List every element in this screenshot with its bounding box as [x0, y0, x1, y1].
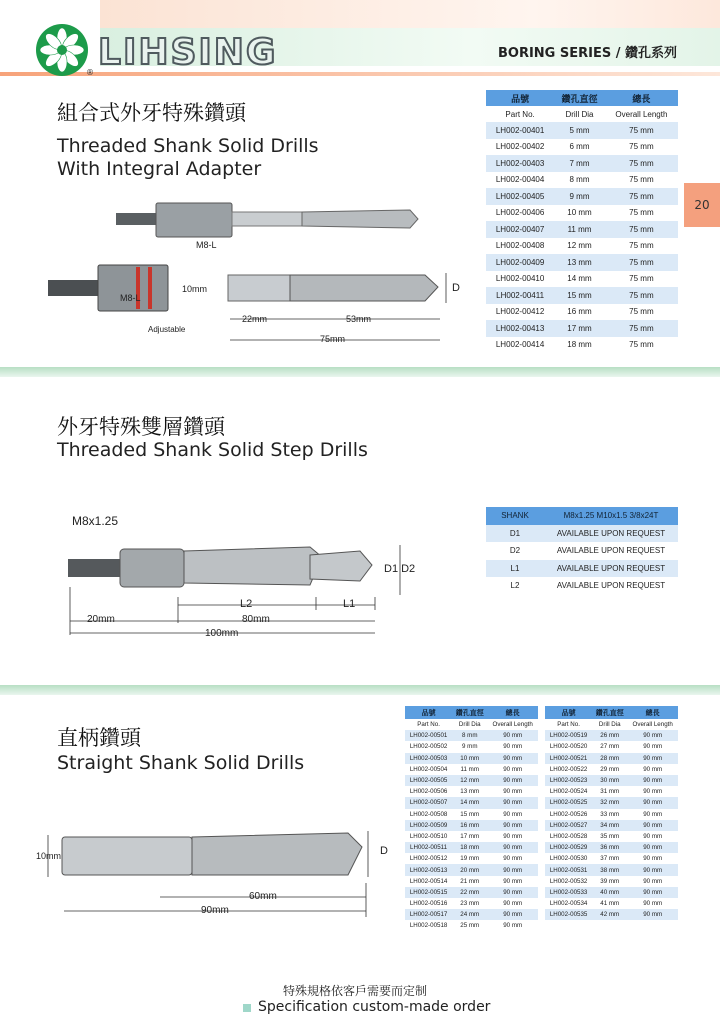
- table-row: [486, 172, 678, 189]
- page-header: [0, 0, 720, 86]
- drill-dia-cell: 23 mm: [452, 898, 487, 909]
- drill-dia-cell: 37 mm: [592, 853, 627, 864]
- part-number-cell: LH002-00526: [545, 809, 592, 820]
- table-row: [545, 876, 678, 887]
- straight-flute: [192, 833, 362, 875]
- section2-drill-drawing: [60, 525, 420, 650]
- drill-dia-cell: 16 mm: [452, 820, 487, 831]
- drill-dia-cell: 8 mm: [452, 730, 487, 741]
- table-row: [545, 909, 678, 920]
- thread-shank: [68, 559, 122, 577]
- col-part-cn: 品號: [486, 90, 554, 106]
- drill-dia-cell: 26 mm: [592, 730, 627, 741]
- adapter-lower: [98, 265, 168, 311]
- table-row: [405, 820, 538, 831]
- part-number-cell: LH002-00529: [545, 842, 592, 853]
- part-number-cell: LH002-00407: [486, 221, 554, 238]
- series-title: BORING SERIES / 鑽孔系列: [498, 46, 678, 61]
- drill-dia-cell: 5 mm: [554, 122, 605, 139]
- overall-length-cell: 90 mm: [627, 809, 678, 820]
- part-number-cell: LH002-00524: [545, 786, 592, 797]
- overall-length-cell: 75 mm: [605, 139, 678, 156]
- table-row: [545, 809, 678, 820]
- drill-dia-cell: 20 mm: [452, 864, 487, 875]
- table-row: [486, 122, 678, 139]
- table-row: [545, 753, 678, 764]
- overall-length-cell: 75 mm: [605, 238, 678, 255]
- thread-shank-upper: [116, 213, 156, 225]
- part-number-cell: LH002-00405: [486, 188, 554, 205]
- part-number-cell: LH002-00511: [405, 842, 452, 853]
- table-row: [486, 337, 678, 354]
- drill-dia-cell: 6 mm: [554, 139, 605, 156]
- dim-22mm: 22mm: [242, 314, 268, 324]
- overall-length-cell: 90 mm: [627, 786, 678, 797]
- part-number-cell: LH002-00513: [405, 864, 452, 875]
- column-header-en: Drill Dia: [452, 719, 487, 730]
- drill-dia-cell: 42 mm: [592, 909, 627, 920]
- spec-value: AVAILABLE UPON REQUEST: [544, 525, 678, 543]
- drill-dia-cell: 33 mm: [592, 809, 627, 820]
- dim-53mm: 53mm: [346, 314, 372, 324]
- drill-dia-cell: 7 mm: [554, 155, 605, 172]
- drill-dia-cell: 35 mm: [592, 831, 627, 842]
- spec-value: AVAILABLE UPON REQUEST: [544, 560, 678, 578]
- drill-dia-cell: 25 mm: [452, 920, 487, 931]
- part-number-cell: LH002-00411: [486, 287, 554, 304]
- thread-shank-lower: [48, 280, 100, 296]
- part-number-cell: LH002-00501: [405, 730, 452, 741]
- table-row: [545, 764, 678, 775]
- overall-length-cell: 75 mm: [605, 304, 678, 321]
- overall-length-cell: 90 mm: [487, 797, 538, 808]
- part-number-cell: LH002-00521: [545, 753, 592, 764]
- m8l-label: M8-L: [120, 293, 141, 303]
- part-number-cell: LH002-00408: [486, 238, 554, 255]
- dim-l2: L2: [240, 598, 253, 610]
- drill-dia-cell: 40 mm: [592, 887, 627, 898]
- col-part-cn: 品號: [405, 706, 452, 719]
- table-row: [486, 139, 678, 156]
- table-row: [405, 853, 538, 864]
- part-number-cell: LH002-00510: [405, 831, 452, 842]
- table-row: [545, 741, 678, 752]
- overall-length-cell: 90 mm: [627, 853, 678, 864]
- drill-dia-cell: 8 mm: [554, 172, 605, 189]
- part-number-cell: LH002-00504: [405, 764, 452, 775]
- overall-length-cell: 75 mm: [605, 172, 678, 189]
- overall-length-cell: 90 mm: [487, 864, 538, 875]
- overall-length-cell: 75 mm: [605, 155, 678, 172]
- table-row: [545, 864, 678, 875]
- overall-length-cell: 90 mm: [487, 920, 538, 931]
- col-length-cn: 總長: [605, 90, 678, 106]
- overall-length-cell: 90 mm: [627, 864, 678, 875]
- overall-length-cell: 90 mm: [487, 887, 538, 898]
- table-row: [545, 786, 678, 797]
- table-row: [545, 831, 678, 842]
- dim-d1-d2: D1 D2: [384, 563, 416, 575]
- red-ring-2: [148, 267, 152, 309]
- drill-dia-cell: 14 mm: [452, 797, 487, 808]
- drill-dia-cell: 24 mm: [452, 909, 487, 920]
- drill-dia-cell: 21 mm: [452, 876, 487, 887]
- spec-value: AVAILABLE UPON REQUEST: [544, 577, 678, 595]
- overall-length-cell: 75 mm: [605, 122, 678, 139]
- col-dia-cn: 鑽孔直徑: [554, 90, 605, 106]
- thread-label: M8x1.25: [72, 514, 119, 528]
- shank-label: SHANK: [486, 507, 544, 525]
- part-number-cell: LH002-00505: [405, 775, 452, 786]
- part-number-cell: LH002-00527: [545, 820, 592, 831]
- part-number-cell: LH002-00413: [486, 320, 554, 337]
- spec-row: [486, 542, 678, 560]
- spec-row: [486, 560, 678, 578]
- overall-length-cell: 75 mm: [605, 188, 678, 205]
- spec-label: L1: [486, 560, 544, 578]
- m8l-label-upper: M8-L: [196, 240, 217, 250]
- overall-length-cell: 90 mm: [487, 876, 538, 887]
- dim-d-straight: D: [380, 845, 388, 857]
- table-row: [486, 188, 678, 205]
- part-number-cell: LH002-00532: [545, 876, 592, 887]
- part-number-cell: LH002-00523: [545, 775, 592, 786]
- shank-upper: [232, 212, 302, 226]
- col-length-cn: 總長: [627, 706, 678, 719]
- drill-dia-cell: 29 mm: [592, 764, 627, 775]
- drill-dia-cell: 22 mm: [452, 887, 487, 898]
- part-number-cell: LH002-00409: [486, 254, 554, 271]
- dim-90mm: 90mm: [201, 905, 229, 916]
- section2-title-en: Threaded Shank Solid Step Drills: [57, 439, 368, 461]
- section-divider-2: [0, 685, 720, 695]
- dim-80mm: 80mm: [242, 614, 270, 625]
- drill-dia-cell: 10 mm: [452, 753, 487, 764]
- overall-length-cell: 90 mm: [487, 764, 538, 775]
- section3-title-cn: 直柄鑽頭: [57, 726, 141, 750]
- col-part-cn: 品號: [545, 706, 592, 719]
- overall-length-cell: 90 mm: [627, 741, 678, 752]
- part-number-cell: LH002-00531: [545, 864, 592, 875]
- table-row: [486, 155, 678, 172]
- drill-dia-cell: 15 mm: [554, 287, 605, 304]
- spec-row: [486, 577, 678, 595]
- shank-values: M8x1.25 M10x1.5 3/8x24T: [544, 507, 678, 525]
- footer-note-cn: 特殊規格依客戶需要而定制: [283, 984, 428, 998]
- table-row: [405, 898, 538, 909]
- column-header-en: Part No.: [405, 719, 452, 730]
- table-row: [545, 853, 678, 864]
- part-number-cell: LH002-00515: [405, 887, 452, 898]
- dim-20mm: 20mm: [87, 614, 115, 625]
- page-number: 20: [694, 198, 710, 212]
- drill-dia-cell: 11 mm: [554, 221, 605, 238]
- section-divider-1: [0, 367, 720, 377]
- column-header-en: Overall Length: [627, 719, 678, 730]
- drill-dia-cell: 10 mm: [554, 205, 605, 222]
- drill-dia-cell: 32 mm: [592, 797, 627, 808]
- drill-dia-cell: 17 mm: [554, 320, 605, 337]
- part-number-cell: LH002-00533: [545, 887, 592, 898]
- table-row: [405, 775, 538, 786]
- spec-label: D2: [486, 542, 544, 560]
- part-number-cell: LH002-00506: [405, 786, 452, 797]
- drill-dia-cell: 18 mm: [452, 842, 487, 853]
- overall-length-cell: 90 mm: [487, 775, 538, 786]
- part-number-cell: LH002-00514: [405, 876, 452, 887]
- overall-length-cell: 90 mm: [487, 898, 538, 909]
- table-row: [405, 887, 538, 898]
- drill-dia-cell: 30 mm: [592, 775, 627, 786]
- drill-dia-cell: 36 mm: [592, 842, 627, 853]
- part-number-cell: LH002-00516: [405, 898, 452, 909]
- spec-row: [486, 525, 678, 543]
- section3-table-left: [405, 706, 538, 932]
- overall-length-cell: 75 mm: [605, 320, 678, 337]
- dim-10mm-straight: 10mm: [36, 851, 62, 861]
- part-number-cell: LH002-00403: [486, 155, 554, 172]
- part-number-cell: LH002-00525: [545, 797, 592, 808]
- part-number-cell: LH002-00509: [405, 820, 452, 831]
- part-number-cell: LH002-00508: [405, 809, 452, 820]
- overall-length-cell: 90 mm: [627, 775, 678, 786]
- drill-dia-cell: 14 mm: [554, 271, 605, 288]
- table-row: [486, 205, 678, 222]
- overall-length-cell: 90 mm: [487, 853, 538, 864]
- overall-length-cell: 90 mm: [487, 730, 538, 741]
- column-header-en: Overall Length: [605, 106, 678, 122]
- section3-table-right: [545, 706, 678, 920]
- drill-dia-cell: 13 mm: [452, 786, 487, 797]
- flute-main: [184, 547, 322, 585]
- part-number-cell: LH002-00520: [545, 741, 592, 752]
- drill-dia-cell: 28 mm: [592, 753, 627, 764]
- spec-header-row: [486, 507, 678, 525]
- drill-dia-cell: 11 mm: [452, 764, 487, 775]
- overall-length-cell: 90 mm: [627, 797, 678, 808]
- col-length-cn: 總長: [487, 706, 538, 719]
- flower-logo-icon: [36, 24, 88, 76]
- drill-dia-cell: 15 mm: [452, 809, 487, 820]
- drill-dia-cell: 39 mm: [592, 876, 627, 887]
- overall-length-cell: 90 mm: [627, 831, 678, 842]
- dim-60mm: 60mm: [249, 891, 277, 902]
- table-row: [545, 820, 678, 831]
- page-number-tab: [684, 183, 720, 227]
- part-number-cell: LH002-00528: [545, 831, 592, 842]
- part-number-cell: LH002-00410: [486, 271, 554, 288]
- adapter-upper: [156, 203, 232, 237]
- part-number-cell: LH002-00414: [486, 337, 554, 354]
- dim-d: D: [452, 282, 460, 294]
- drill-dia-cell: 18 mm: [554, 337, 605, 354]
- drill-dia-cell: 19 mm: [452, 853, 487, 864]
- bullet-square-icon: [243, 1004, 251, 1012]
- brand-logo-text: LIHSING: [98, 32, 278, 73]
- table-row: [545, 842, 678, 853]
- drill-dia-cell: 9 mm: [452, 741, 487, 752]
- table-row: [486, 320, 678, 337]
- part-number-cell: LH002-00519: [545, 730, 592, 741]
- drill-dia-cell: 17 mm: [452, 831, 487, 842]
- part-number-cell: LH002-00406: [486, 205, 554, 222]
- part-number-cell: LH002-00518: [405, 920, 452, 931]
- overall-length-cell: 75 mm: [605, 254, 678, 271]
- section1-title-en-line2: With Integral Adapter: [57, 158, 262, 180]
- shank-lower: [228, 275, 290, 301]
- overall-length-cell: 75 mm: [605, 337, 678, 354]
- step-shank: [120, 549, 184, 587]
- drill-dia-cell: 31 mm: [592, 786, 627, 797]
- dim-75mm: 75mm: [320, 334, 346, 344]
- overall-length-cell: 90 mm: [487, 820, 538, 831]
- flute-upper: [302, 210, 418, 228]
- overall-length-cell: 75 mm: [605, 205, 678, 222]
- overall-length-cell: 90 mm: [487, 831, 538, 842]
- drill-dia-cell: 34 mm: [592, 820, 627, 831]
- col-dia-cn: 鑽孔直徑: [452, 706, 487, 719]
- part-number-cell: LH002-00530: [545, 853, 592, 864]
- drill-dia-cell: 12 mm: [554, 238, 605, 255]
- overall-length-cell: 90 mm: [487, 741, 538, 752]
- table-row: [545, 887, 678, 898]
- part-number-cell: LH002-00512: [405, 853, 452, 864]
- overall-length-cell: 90 mm: [487, 786, 538, 797]
- section2-title-cn: 外牙特殊雙層鑽頭: [57, 415, 225, 439]
- part-number-cell: LH002-00507: [405, 797, 452, 808]
- dim-10mm: 10mm: [182, 284, 208, 294]
- section1-drill-drawing: [40, 195, 480, 350]
- section3-title-en: Straight Shank Solid Drills: [57, 752, 305, 774]
- column-header-en: Part No.: [486, 106, 554, 122]
- table-row: [405, 920, 538, 931]
- overall-length-cell: 75 mm: [605, 271, 678, 288]
- overall-length-cell: 90 mm: [627, 730, 678, 741]
- section1-title-en-line1: Threaded Shank Solid Drills: [57, 135, 319, 157]
- table-row: [405, 909, 538, 920]
- table-row: [486, 221, 678, 238]
- overall-length-cell: 90 mm: [627, 842, 678, 853]
- registered-mark: ®: [86, 68, 94, 77]
- overall-length-cell: 75 mm: [605, 221, 678, 238]
- overall-length-cell: 75 mm: [605, 287, 678, 304]
- part-number-cell: LH002-00401: [486, 122, 554, 139]
- part-number-cell: LH002-00402: [486, 139, 554, 156]
- column-header-en: Overall Length: [487, 719, 538, 730]
- column-header-en: Drill Dia: [554, 106, 605, 122]
- dim-100mm: 100mm: [205, 628, 239, 639]
- table-row: [405, 786, 538, 797]
- table-row: [405, 809, 538, 820]
- straight-shank: [62, 837, 192, 875]
- drill-dia-cell: 41 mm: [592, 898, 627, 909]
- table-row: [405, 864, 538, 875]
- table-row: [486, 287, 678, 304]
- drill-dia-cell: 13 mm: [554, 254, 605, 271]
- part-number-cell: LH002-00517: [405, 909, 452, 920]
- part-number-cell: LH002-00503: [405, 753, 452, 764]
- overall-length-cell: 90 mm: [627, 898, 678, 909]
- spec-label: D1: [486, 525, 544, 543]
- table-row: [405, 797, 538, 808]
- table-row: [486, 271, 678, 288]
- header-band-top: [100, 0, 720, 28]
- overall-length-cell: 90 mm: [627, 820, 678, 831]
- table-row: [545, 730, 678, 741]
- table-row: [405, 730, 538, 741]
- table-row: [545, 775, 678, 786]
- table-row: [405, 842, 538, 853]
- section1-table: [486, 90, 678, 353]
- spec-label: L2: [486, 577, 544, 595]
- table-row: [405, 764, 538, 775]
- overall-length-cell: 90 mm: [487, 909, 538, 920]
- part-number-cell: LH002-00412: [486, 304, 554, 321]
- overall-length-cell: 90 mm: [627, 764, 678, 775]
- adjustable-label: Adjustable: [148, 325, 186, 334]
- table-row: [405, 876, 538, 887]
- col-dia-cn: 鑽孔直徑: [592, 706, 627, 719]
- table-row: [405, 831, 538, 842]
- drill-dia-cell: 12 mm: [452, 775, 487, 786]
- column-header-en: Part No.: [545, 719, 592, 730]
- overall-length-cell: 90 mm: [627, 876, 678, 887]
- overall-length-cell: 90 mm: [487, 809, 538, 820]
- flute-step: [310, 551, 372, 581]
- overall-length-cell: 90 mm: [627, 887, 678, 898]
- table-row: [405, 753, 538, 764]
- footer-note-en: Specification custom-made order: [258, 999, 491, 1015]
- section1-title-cn: 組合式外牙特殊鑽頭: [57, 101, 246, 125]
- table-row: [545, 898, 678, 909]
- table-row: [405, 741, 538, 752]
- table-row: [486, 254, 678, 271]
- part-number-cell: LH002-00502: [405, 741, 452, 752]
- overall-length-cell: 90 mm: [487, 753, 538, 764]
- section2-spec-table: [486, 507, 678, 595]
- overall-length-cell: 90 mm: [487, 842, 538, 853]
- table-row: [545, 797, 678, 808]
- drill-dia-cell: 27 mm: [592, 741, 627, 752]
- drill-dia-cell: 16 mm: [554, 304, 605, 321]
- spec-value: AVAILABLE UPON REQUEST: [544, 542, 678, 560]
- part-number-cell: LH002-00404: [486, 172, 554, 189]
- part-number-cell: LH002-00522: [545, 764, 592, 775]
- column-header-en: Drill Dia: [592, 719, 627, 730]
- flute-lower: [290, 275, 438, 301]
- table-row: [486, 304, 678, 321]
- table-row: [486, 238, 678, 255]
- drill-dia-cell: 9 mm: [554, 188, 605, 205]
- part-number-cell: LH002-00534: [545, 898, 592, 909]
- overall-length-cell: 90 mm: [627, 909, 678, 920]
- dim-l1: L1: [343, 598, 356, 610]
- part-number-cell: LH002-00535: [545, 909, 592, 920]
- overall-length-cell: 90 mm: [627, 753, 678, 764]
- drill-dia-cell: 38 mm: [592, 864, 627, 875]
